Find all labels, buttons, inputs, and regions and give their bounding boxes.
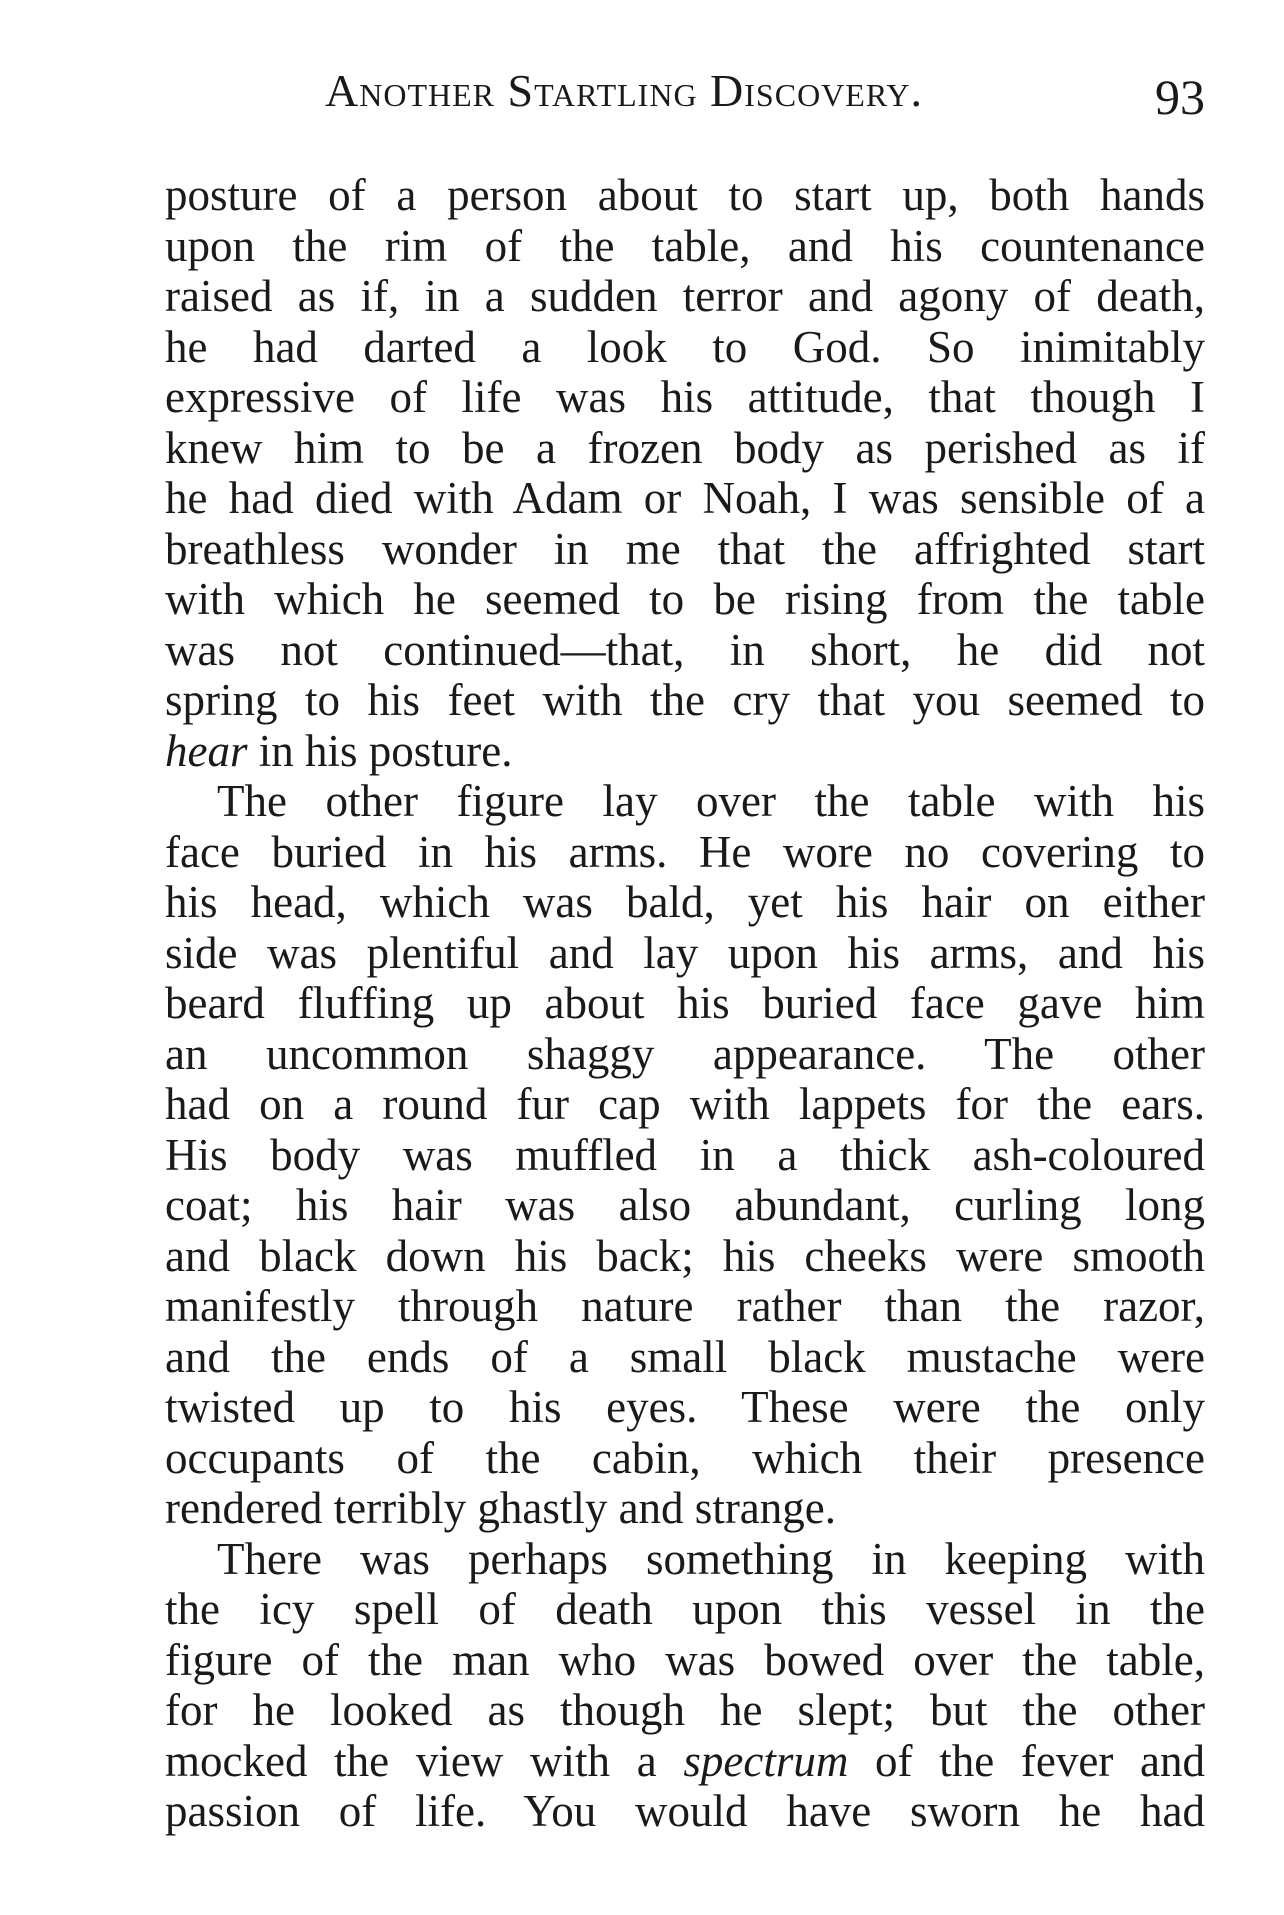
italic-text: spectrum	[683, 1735, 849, 1786]
text-line: upon the rim of the table, and his countenance	[165, 220, 1205, 271]
text-line: his head, which was bald, yet his hair on either	[165, 877, 1205, 927]
text-line: manifestly through nature rather than the razor,	[165, 1281, 1205, 1331]
text-line: had on a round fur cap with lappets for the ears.	[165, 1079, 1205, 1129]
text-line: twisted up to his eyes. These were the only	[165, 1382, 1205, 1432]
text-line: beard fluffing up about his buried face gave him	[165, 978, 1205, 1028]
text-line: an uncommon shaggy appearance. The other	[165, 1028, 1205, 1079]
text-line: His body was muffled in a thick ash-coloured	[165, 1129, 1205, 1180]
text-line: mocked the view with a spectrum of the fever and	[165, 1735, 1206, 1786]
text-line: The other figure lay over the table with his	[217, 776, 1205, 826]
text-line: coat; his hair was also abundant, curling long	[165, 1180, 1205, 1230]
text-line: was not continued—that, in short, he did not	[165, 624, 1205, 675]
text-line: the icy spell of death upon this vessel in the	[165, 1584, 1205, 1634]
paragraph	[165, 1534, 1205, 1837]
text-line: occupants of the cabin, which their presence	[165, 1432, 1205, 1483]
page-header	[165, 64, 1205, 124]
text-line: he had darted a look to God. So inimitably	[165, 321, 1205, 372]
text-line: posture of a person about to start up, both hands	[165, 170, 1205, 220]
text-line: hear in his posture.	[165, 725, 513, 776]
text-line: spring to his feet with the cry that you seemed to	[165, 675, 1205, 725]
page-number: 93	[1155, 69, 1205, 125]
text-line: breathless wonder in me that the affrighted start	[165, 523, 1205, 574]
text-line: and black down his back; his cheeks were smooth	[165, 1230, 1205, 1281]
running-title: Another Startling Discovery.	[325, 65, 924, 116]
paragraph	[165, 776, 1205, 1534]
text-line: side was plentiful and lay upon his arms, and his	[165, 927, 1205, 978]
text-line: rendered terribly ghastly and strange.	[165, 1483, 837, 1533]
text-line: figure of the man who was bowed over the table,	[165, 1634, 1205, 1685]
italic-text: hear	[165, 725, 248, 776]
text-line: expressive of life was his attitude, that though I	[165, 372, 1205, 422]
text-line: for he looked as though he slept; but the other	[165, 1685, 1205, 1735]
text-line: knew him to be a frozen body as perished as if	[165, 422, 1205, 473]
body-text	[165, 170, 1205, 1837]
text-line: passion of life. You would have sworn he had	[165, 1786, 1205, 1836]
text-line: he had died with Adam or Noah, I was sensible of a	[165, 473, 1205, 523]
text-line: raised as if, in a sudden terror and agony of death,	[165, 271, 1205, 321]
text-line: with which he seemed to be rising from the table	[165, 574, 1205, 624]
text-line: face buried in his arms. He wore no covering to	[165, 826, 1205, 877]
text-line: There was perhaps something in keeping with	[217, 1533, 1205, 1584]
text-line: and the ends of a small black mustache were	[165, 1331, 1205, 1382]
paragraph	[165, 170, 1205, 776]
